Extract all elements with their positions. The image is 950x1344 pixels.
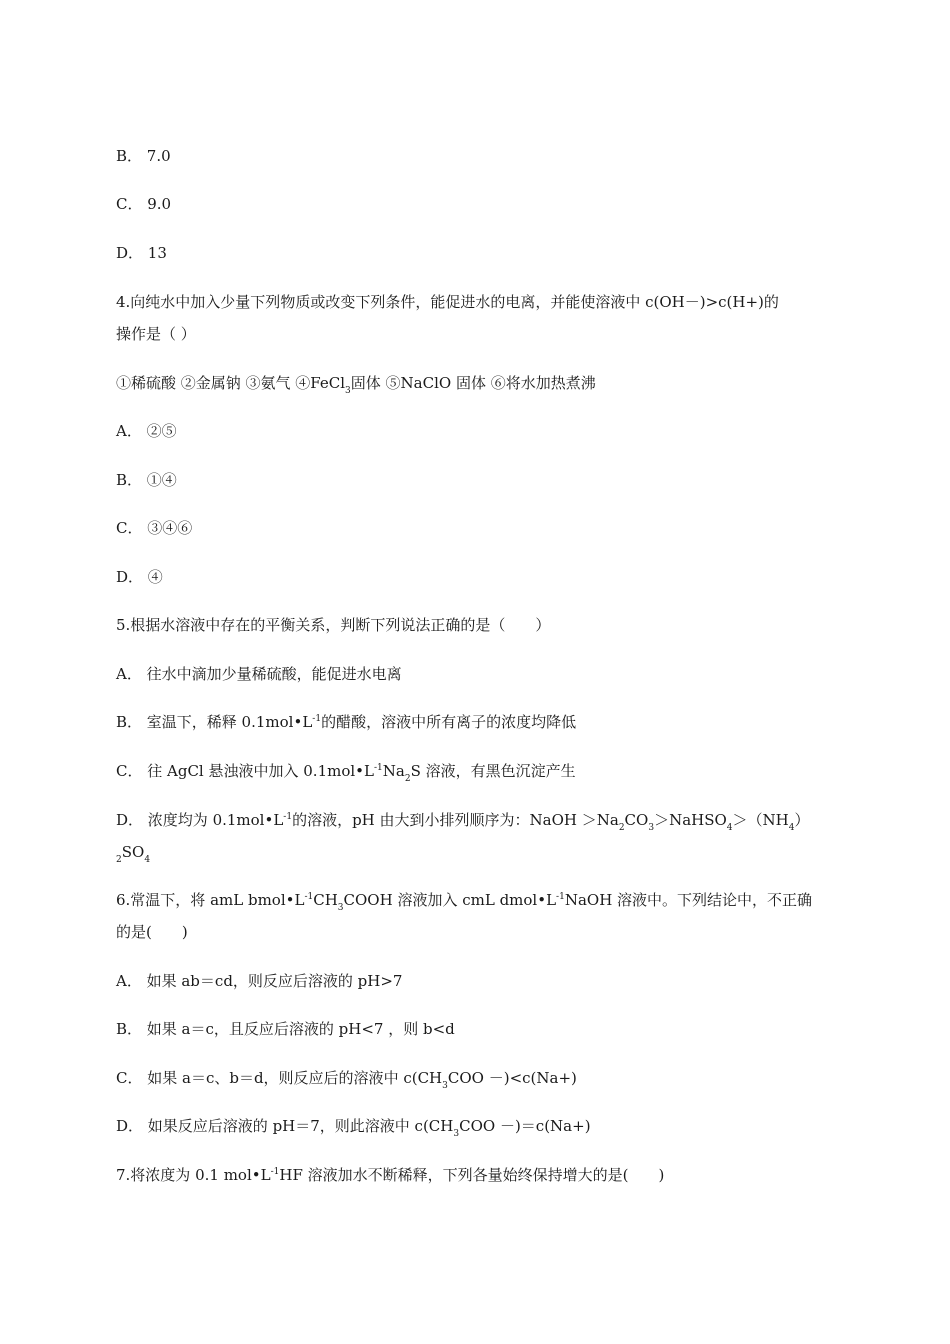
items-part2: 固体 ⑤NaClO 固体 ⑥将水加热煮沸 bbox=[350, 374, 596, 392]
question-5-option-d-line2 bbox=[116, 842, 150, 865]
text: HF 溶液加水不断稀释，下列各量始终保持增大的是( ) bbox=[279, 1166, 665, 1184]
question-5-option-c bbox=[116, 761, 576, 784]
superscript: -1 bbox=[283, 812, 293, 822]
text: 的醋酸，溶液中所有离子的浓度均降低 bbox=[321, 713, 577, 731]
text: ＞（NH bbox=[732, 811, 789, 829]
text: ＞NaHSO bbox=[654, 811, 727, 829]
question-6-line1 bbox=[116, 890, 812, 913]
question-4-option-c: C． ③④⑥ bbox=[116, 519, 193, 537]
question-5-option-a: A． 往水中滴加少量稀硫酸，能促进水电离 bbox=[116, 665, 402, 683]
subscript: 3 bbox=[345, 386, 351, 396]
subscript: 4 bbox=[726, 823, 733, 833]
subscript: 2 bbox=[618, 823, 625, 833]
question-6-option-b: B． 如果 a＝c，且反应后溶液的 pH<7 ，则 b<d bbox=[116, 1020, 455, 1038]
text: SO bbox=[121, 843, 145, 861]
question-6-option-c bbox=[116, 1068, 577, 1091]
text: 的溶液，pH 由大到小排列顺序为：NaOH ＞Na bbox=[292, 811, 619, 829]
text: NaOH 溶液中。下列结论中，不正确 bbox=[564, 891, 813, 909]
question-4-items bbox=[116, 373, 596, 396]
text: 7.将浓度为 0.1 mol•L bbox=[116, 1166, 271, 1184]
superscript: -1 bbox=[312, 714, 322, 724]
question-7 bbox=[116, 1165, 664, 1188]
superscript: -1 bbox=[304, 892, 314, 902]
question-5-option-d bbox=[116, 810, 810, 833]
question-5: 5.根据水溶液中存在的平衡关系，判断下列说法正确的是（ ） bbox=[116, 616, 551, 634]
text: COOH 溶液加入 cmL dmol•L bbox=[343, 891, 557, 909]
subscript: 4 bbox=[788, 823, 795, 833]
question-4-line1: 4.向纯水中加入少量下列物质或改变下列条件，能促进水的电离，并能使溶液中 c(OH－)>c(H+)的 bbox=[116, 293, 779, 311]
option-c-prev: C． 9.0 bbox=[116, 195, 172, 213]
subscript: 3 bbox=[453, 1129, 460, 1139]
text: ） bbox=[794, 811, 810, 829]
option-d-prev: D． 13 bbox=[116, 244, 167, 262]
question-6-line2: 的是( ) bbox=[116, 923, 188, 941]
text: COO －)＝c(Na+) bbox=[459, 1117, 591, 1135]
question-4-option-b: B． ①④ bbox=[116, 471, 177, 489]
subscript: 2 bbox=[116, 855, 122, 865]
text: 6.常温下，将 amL bmol•L bbox=[116, 891, 305, 909]
text: CO bbox=[624, 811, 649, 829]
question-6-option-a: A． 如果 ab＝cd，则反应后溶液的 pH>7 bbox=[116, 972, 403, 990]
subscript: 3 bbox=[337, 903, 344, 913]
option-b-prev: B． 7.0 bbox=[116, 147, 171, 165]
text: D． 如果反应后溶液的 pH＝7，则此溶液中 c(CH bbox=[116, 1117, 454, 1135]
text: CH bbox=[313, 891, 338, 909]
question-4-option-d: D． ④ bbox=[116, 568, 163, 586]
subscript: 2 bbox=[404, 774, 411, 784]
text: COO －)<c(Na+) bbox=[447, 1069, 577, 1087]
text: C． 如果 a＝c、b＝d，则反应后的溶液中 c(CH bbox=[116, 1069, 443, 1087]
question-4-option-a: A． ②⑤ bbox=[116, 422, 177, 440]
superscript: -1 bbox=[373, 763, 383, 773]
text: D． 浓度均为 0.1mol•L bbox=[116, 811, 284, 829]
text: Na bbox=[382, 762, 405, 780]
superscript: -1 bbox=[556, 892, 565, 902]
question-6-option-d bbox=[116, 1116, 591, 1139]
subscript: 3 bbox=[442, 1081, 448, 1091]
subscript: 3 bbox=[648, 823, 655, 833]
subscript: 4 bbox=[144, 855, 151, 865]
text: S 溶液，有黑色沉淀产生 bbox=[410, 762, 576, 780]
text: B． 室温下，稀释 0.1mol•L bbox=[116, 713, 313, 731]
items-part1: ①稀硫酸 ②金属钠 ③氨气 ④FeCl bbox=[116, 374, 346, 392]
question-5-option-b bbox=[116, 712, 576, 735]
question-4-line2: 操作是（ ） bbox=[116, 325, 196, 343]
superscript: -1 bbox=[270, 1167, 280, 1177]
text: C． 往 AgCl 悬浊液中加入 0.1mol•L bbox=[116, 762, 374, 780]
